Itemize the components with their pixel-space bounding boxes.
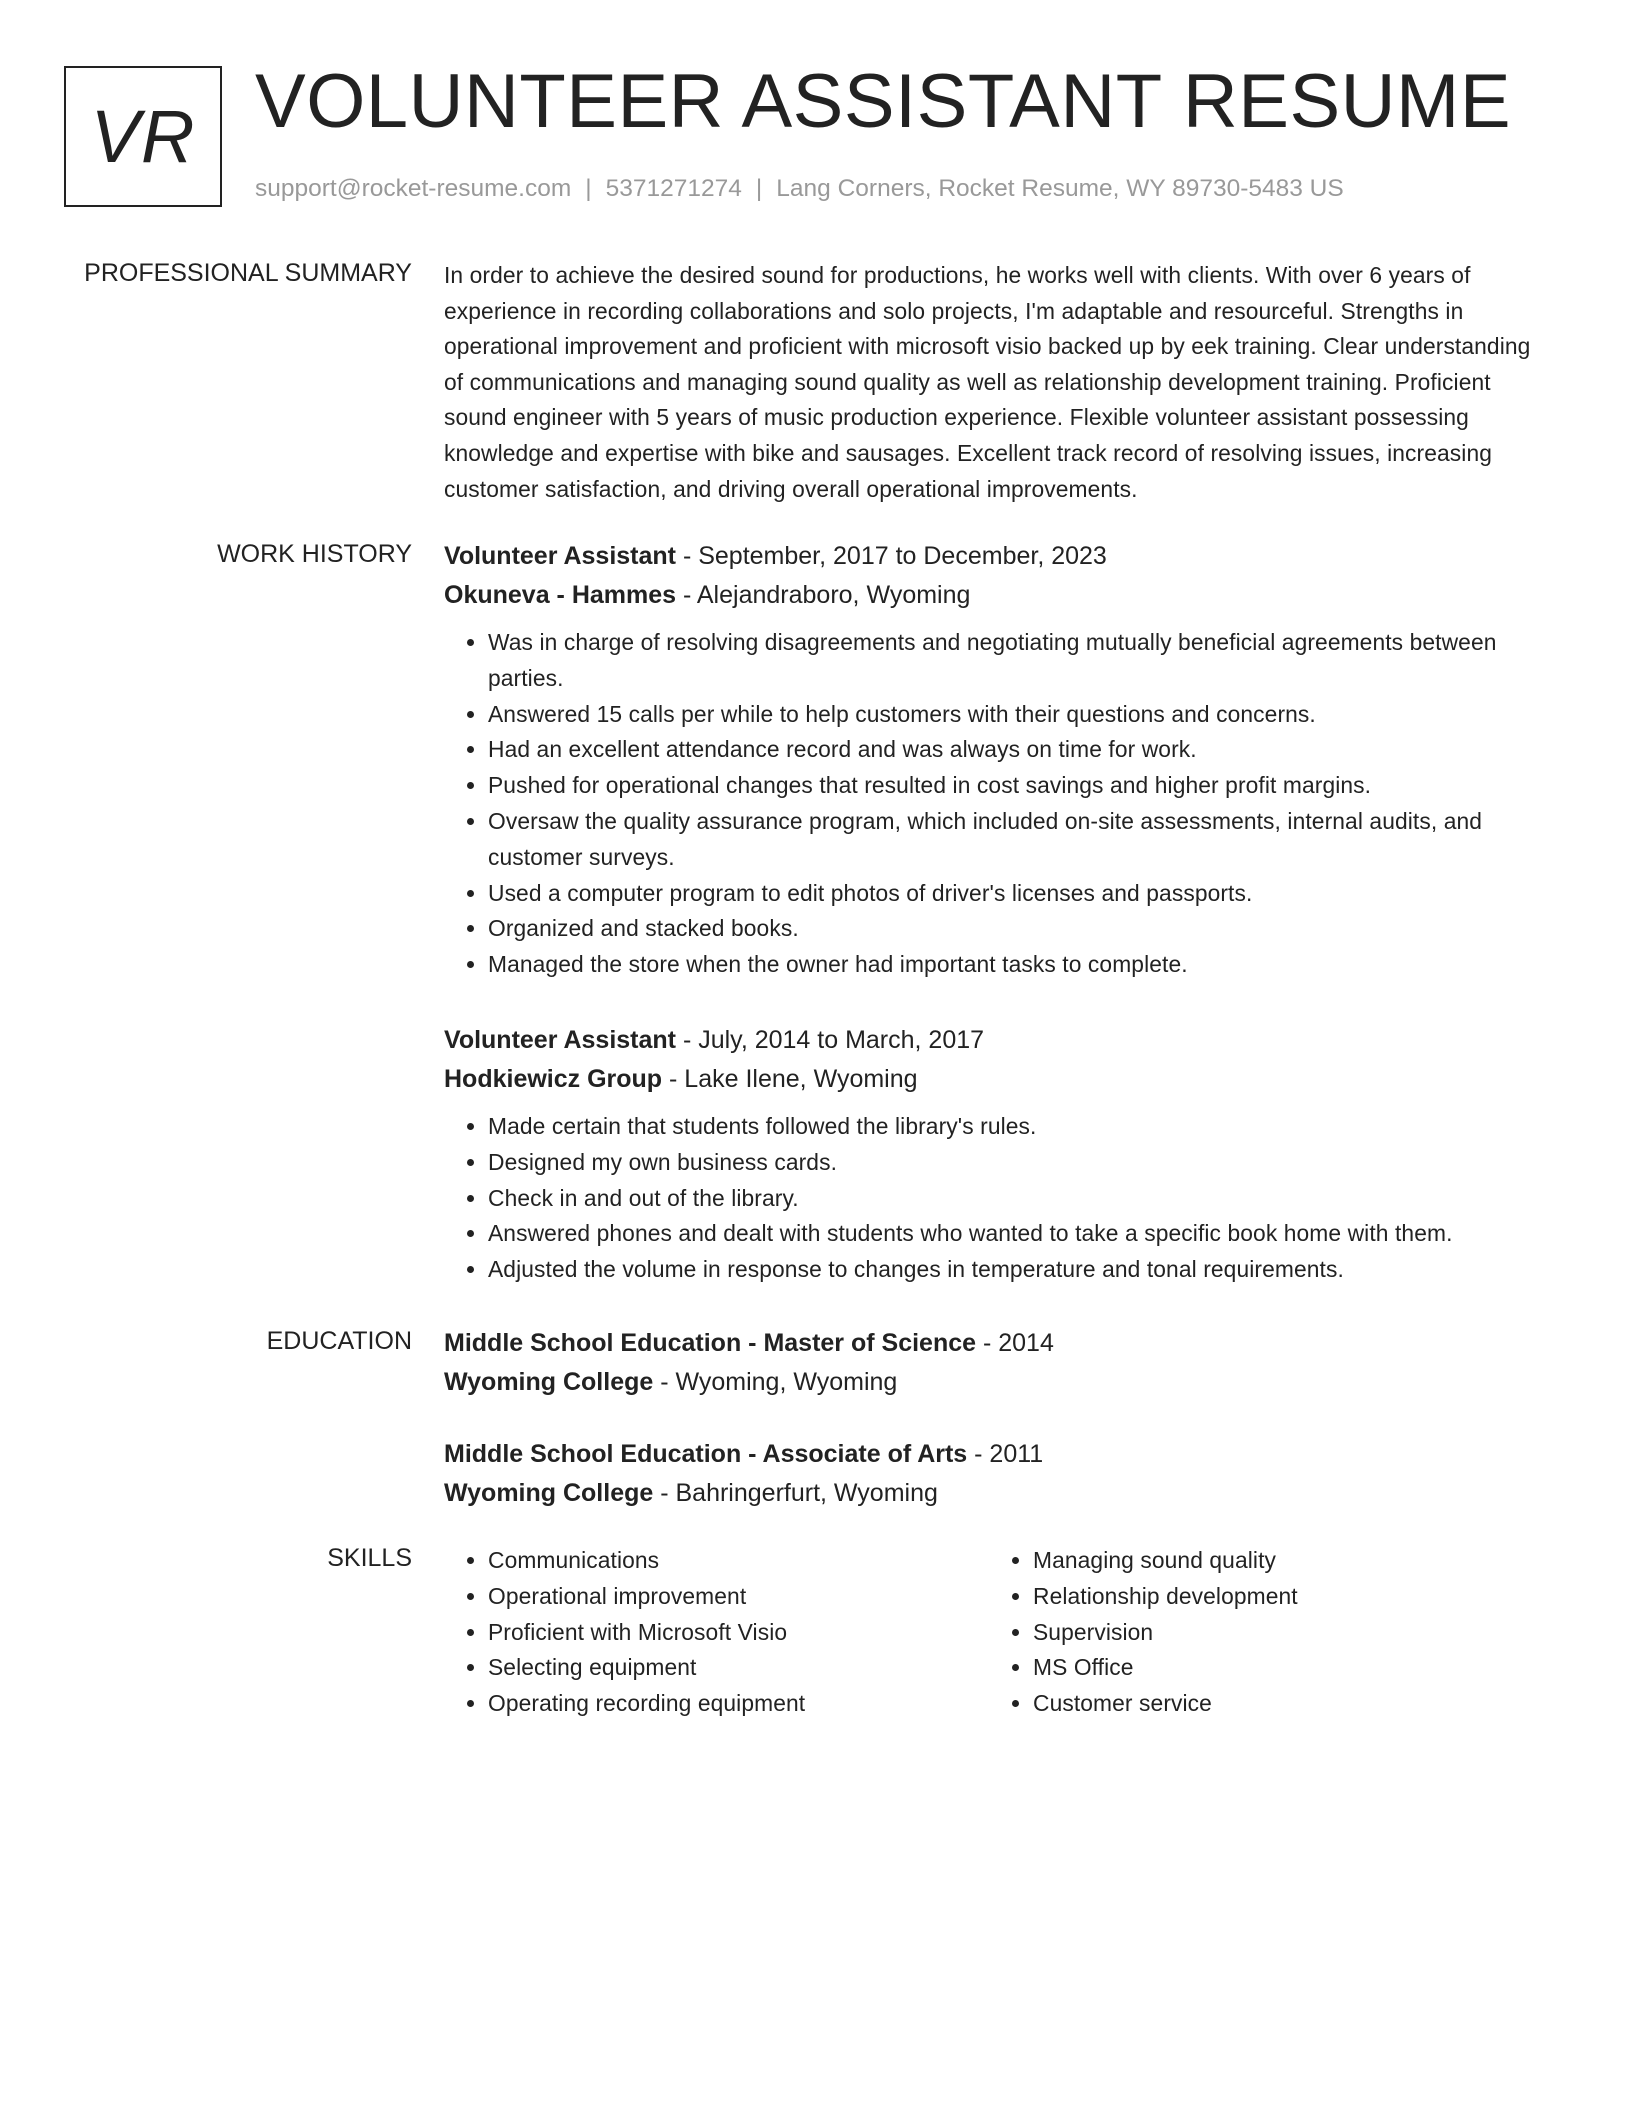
- job-company: Okuneva - Hammes: [444, 581, 677, 609]
- job-company-line: [444, 1060, 1556, 1099]
- education-location: - Wyoming, Wyoming: [653, 1368, 898, 1396]
- contact-line: [255, 174, 1344, 203]
- job-bullet: • Organized and stacked books.: [488, 911, 1556, 947]
- education-school-line: [444, 1363, 1556, 1402]
- education-degree-line: [444, 1435, 1556, 1474]
- skill-item: • Supervision: [1033, 1615, 1534, 1651]
- skill-item: • Relationship development: [1033, 1579, 1534, 1615]
- monogram-initials: VR: [90, 95, 196, 178]
- education-entry: [444, 1435, 1556, 1513]
- section-label-summary: PROFESSIONAL SUMMARY: [84, 259, 412, 287]
- summary-body: [444, 258, 1556, 507]
- skill-item: • Proficient with Microsoft Visio: [488, 1615, 989, 1651]
- job-bullet: • Pushed for operational changes that resulted in cost savings and higher profit margins.: [488, 768, 1556, 804]
- job-bullet: • Adjusted the volume in response to changes in temperature and tonal requirements.: [488, 1252, 1556, 1288]
- job-location: - Alejandraboro, Wyoming: [676, 581, 971, 609]
- skill-item: • Managing sound quality: [1033, 1543, 1534, 1579]
- skill-item: • Operational improvement: [488, 1579, 989, 1615]
- education-location: - Bahringerfurt, Wyoming: [653, 1479, 938, 1507]
- education-degree-line: [444, 1324, 1556, 1363]
- job-title: Volunteer Assistant: [444, 542, 676, 570]
- skills-list-left: [444, 1543, 989, 1722]
- skill-item: • MS Office: [1033, 1650, 1534, 1686]
- job-title: Volunteer Assistant: [444, 1025, 676, 1054]
- job-bullet: • Designed my own business cards.: [488, 1145, 1556, 1181]
- job-company: Hodkiewicz Group: [444, 1064, 663, 1093]
- section-label-education: EDUCATION: [266, 1327, 412, 1355]
- job-bullet: • Had an excellent attendance record and was always on time for work.: [488, 732, 1556, 768]
- education-body: [444, 1324, 1556, 1513]
- job-dates: - September, 2017 to December, 2023: [676, 542, 1107, 570]
- job-title-line: [444, 537, 1556, 576]
- contact-email: support@rocket-resume.com: [255, 175, 572, 202]
- job-bullet: • Used a computer program to edit photos of driver's licenses and passports.: [488, 876, 1556, 912]
- job-bullet: • Oversaw the quality assurance program, which included on-site assessments, internal audits, and customer surveys.: [488, 804, 1556, 876]
- job-bullet: • Was in charge of resolving disagreements and negotiating mutually beneficial agreements between parties.: [488, 625, 1556, 697]
- skill-item: • Communications: [488, 1543, 989, 1579]
- contact-phone: 5371271274: [605, 175, 742, 202]
- job-bullet: • Check in and out of the library.: [488, 1181, 1556, 1217]
- resume-title: VOLUNTEER ASSISTANT RESUME: [255, 59, 1512, 144]
- monogram-box: [64, 66, 222, 207]
- work-history-body: [444, 537, 1556, 1288]
- job-entry: [444, 1021, 1556, 1288]
- job-company-line: [444, 576, 1556, 615]
- education-year: - 2014: [976, 1329, 1054, 1357]
- job-bullet: • Made certain that students followed the library's rules.: [488, 1109, 1556, 1145]
- contact-separator: |: [585, 175, 592, 202]
- skill-item: • Operating recording equipment: [488, 1686, 989, 1722]
- contact-address: Lang Corners, Rocket Resume, WY 89730-5483 US: [776, 175, 1344, 202]
- contact-separator: |: [755, 175, 763, 202]
- job-title-line: [444, 1021, 1556, 1060]
- education-degree: Middle School Education - Associate of Arts: [444, 1440, 968, 1468]
- summary-text: In order to achieve the desired sound for productions, he works well with clients. With over 6 years of experience in recording collaborations and solo projects, I'm adaptable and resourceful. Strengths in operational improvement and proficient with microsoft visio backed up by eek training. Clear understanding of communications and managing sound quality as well as relationship development training. Proficient sound engineer with 5 years of music production experience. Flexible volunteer assistant possessing knowledge and expertise with bike and sausages. Excellent track record of resolving issues, increasing customer satisfaction, and driving overall operational improvements.: [444, 262, 1531, 502]
- education-entry: [444, 1324, 1556, 1402]
- skills-list-right: [989, 1543, 1534, 1722]
- education-degree: Middle School Education - Master of Science: [444, 1329, 977, 1357]
- job-dates: - July, 2014 to March, 2017: [676, 1025, 985, 1054]
- job-bullet: • Answered phones and dealt with students who wanted to take a specific book home with them.: [488, 1216, 1556, 1252]
- job-bullet: • Managed the store when the owner had important tasks to complete.: [488, 947, 1556, 983]
- education-year: - 2011: [967, 1440, 1044, 1468]
- job-entry: [444, 537, 1556, 983]
- skill-item: • Customer service: [1033, 1686, 1534, 1722]
- job-bullet: • Answered 15 calls per while to help customers with their questions and concerns.: [488, 697, 1556, 733]
- education-school: Wyoming College: [444, 1479, 654, 1507]
- skills-body: [444, 1543, 1556, 1722]
- job-bullets: [444, 625, 1556, 983]
- section-label-work-history: WORK HISTORY: [217, 540, 412, 568]
- education-school: Wyoming College: [444, 1368, 654, 1396]
- skill-item: • Selecting equipment: [488, 1650, 989, 1686]
- section-label-skills: SKILLS: [327, 1544, 412, 1572]
- job-location: - Lake Ilene, Wyoming: [662, 1064, 918, 1093]
- education-school-line: [444, 1474, 1556, 1513]
- job-bullets: [444, 1109, 1556, 1288]
